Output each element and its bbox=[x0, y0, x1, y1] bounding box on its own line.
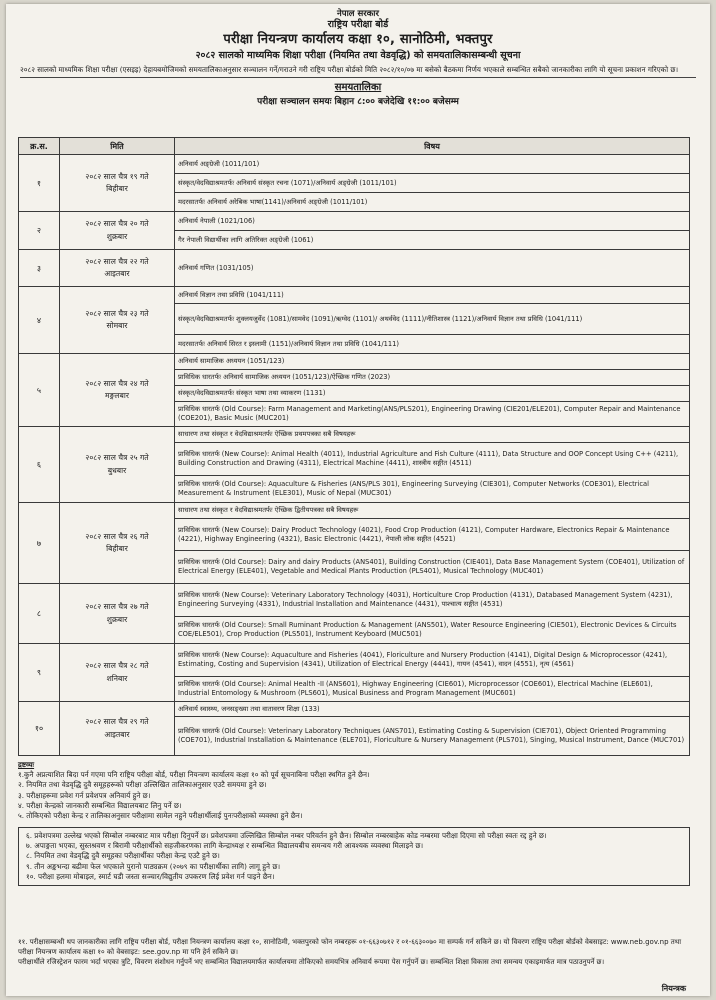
subject-cell: प्राविधिक धारतर्फ (New Course): Dairy Product Technology (4021), Food Crop Production (4121), Computer Hardware, Electronics Repair & Maintenance (4221), Highway Engineering (4321), Basic Electronic (4421), नेपाली लोक सङ्गीत (4521) bbox=[175, 519, 690, 551]
subject-cell: प्राविधिक धारतर्फ (Old Course): Small Ruminant Production & Management (ANS501), Water Resource Engineering (CIE501), Electronic Devices & Circuits COE/ELE501), Crop Production (PLS501), Instrument Keyboard (MUC501) bbox=[175, 617, 690, 644]
box-note-item: ८. नियमित तथा वेडवृद्धि दुवै समूहका परीक्षार्थीका परीक्षा केन्द्र एउटै हुने छ। bbox=[26, 851, 220, 861]
table-row bbox=[19, 287, 690, 304]
serial-number: ५ bbox=[19, 354, 60, 427]
box-note-item: ७. अपाङ्गता भएका, सुस्तश्रवण र बिरामी परीक्षार्थीको सहजीकरणका लागि केन्द्राध्यक्ष र सम्बन्धित विद्यालयबीच समन्वय गरी आवश्यक व्यवस्था मिलाइने छ। bbox=[26, 841, 424, 851]
table-row bbox=[19, 354, 690, 370]
serial-number: ८ bbox=[19, 584, 60, 644]
subject-cell: प्राविधिक धारतर्फ (Old Course): Dairy and dairy Products (ANS401), Building Construction (CIE401), Data Base Management System (COE401), Utilization of Electrical Energy (ELE401), Vegetable and Medical Plants Production (PLS401), Musical Technology (MUC401) bbox=[175, 551, 690, 584]
exam-weekday: सोमबार bbox=[106, 321, 128, 330]
exam-date-cell bbox=[60, 250, 175, 287]
box-note-item: १०. परीक्षा हलमा मोबाइल, स्मार्ट घडी जस्ता सञ्चार/विद्युतीय उपकरण लिई प्रवेश गर्न पाइने छैन। bbox=[26, 871, 275, 881]
note-item: २. नियमित तथा वेडवृद्धि दुवै समूहहरूको परीक्षा उल्लिखित तालिकाअनुसार एउटै समयमा हुने छ। bbox=[18, 780, 267, 790]
note-item: ४. परीक्षा केन्द्रको जानकारी सम्बन्धित विद्यालयबाट लिनु पर्ने छ। bbox=[18, 800, 182, 810]
notice-header bbox=[6, 10, 710, 62]
header-serial: क्र.स. bbox=[19, 138, 60, 155]
exam-weekday: शुक्रबार bbox=[106, 231, 128, 241]
table-row bbox=[19, 212, 690, 231]
table-row bbox=[19, 644, 690, 677]
exam-date-cell bbox=[60, 212, 175, 250]
subject-cell: प्राविधिक धारतर्फः अनिवार्य सामाजिक अध्ययन (1051/123)/ऐच्छिक गणित (2023) bbox=[175, 370, 690, 386]
subject-cell: अनिवार्य स्वास्थ्य, जनसङ्ख्या तथा वातावरण शिक्षा (133) bbox=[175, 702, 690, 717]
serial-number: ९ bbox=[19, 644, 60, 702]
subject-cell: प्राविधिक धारतर्फ (Old Course): Animal Health -II (ANS601), Highway Engineering (CIE601), Microprocessor (COE601), Electrical Machine (ELE601), Industrial Entomology & Mushroom (PLS601), Musical Business and Program Management (MUC601) bbox=[175, 677, 690, 702]
exam-date: २०८२ साल चैत्र २६ गते bbox=[85, 531, 149, 541]
exam-weekday: आइतबार bbox=[104, 729, 130, 739]
exam-date: २०८२ साल चैत्र २४ गते bbox=[85, 378, 149, 388]
schedule-time: परीक्षा सञ्चालन समयः बिहान ८:०० बजेदेखि ११:०० बजेसम्म bbox=[257, 96, 459, 107]
serial-number: ७ bbox=[19, 503, 60, 584]
office-name: परीक्षा नियन्त्रण कार्यालय कक्षा १०, सानोठिमी, भक्तपुर bbox=[223, 31, 493, 47]
subject-cell: साधारण तथा संस्कृत र वेदविद्याश्रमतर्फः ऐच्छिक प्रथमपत्रका सबै विषयहरू bbox=[175, 427, 690, 443]
exam-date-cell bbox=[60, 155, 175, 212]
board-name: राष्ट्रिय परीक्षा बोर्ड bbox=[327, 18, 389, 30]
exam-date-cell bbox=[60, 702, 175, 756]
subject-cell: अनिवार्य सामाजिक अध्ययन (1051/123) bbox=[175, 354, 690, 370]
boxed-notes bbox=[18, 827, 690, 886]
serial-number: ४ bbox=[19, 287, 60, 354]
contact-note: परीक्षार्थीले रजिस्ट्रेशन फारम भर्दा भएका त्रुटि, विवरण संशोधन गर्नुपर्ने भए सम्बन्धित विद्यालयमार्फत कार्यालयमा तोकिएको समयभित्र अनिवार्य रूपमा पेस गर्नुपर्ने छ। सम्बन्धित शिक्षा विकास तथा समन्वय एकाइमार्फत मात्र पठाउनुपर्ने छ। bbox=[18, 957, 605, 966]
serial-number: ६ bbox=[19, 427, 60, 503]
serial-number: १ bbox=[19, 155, 60, 212]
subject-cell: प्राविधिक धारतर्फ (Old Course): Veterinary Laboratory Techniques (ANS701), Estimating Costing & Supervision (CIE701), Object Oriented Programming (COE701), Industrial Installation & Maintenance (ELE701), Floriculture & Nursery Management (PLS701), Singing, Musical Instrument, Dance (MUC701) bbox=[175, 717, 690, 756]
exam-date: २०८२ साल चैत्र २९ गते bbox=[85, 717, 149, 727]
exam-date: २०८२ साल चैत्र २५ गते bbox=[85, 453, 149, 463]
exam-date: २०८२ साल चैत्र २० गते bbox=[85, 219, 149, 229]
subject-cell: मदरसातर्फः अनिवार्य सिरत र इस्लामी (1151)/अनिवार्य विज्ञान तथा प्रविधि (1041/111) bbox=[175, 335, 690, 354]
exam-date-cell bbox=[60, 427, 175, 503]
subject-cell: प्राविधिक धारतर्फ (Old Course): Aquaculture & Fisheries (ANS/PLS 301), Engineering Surveying (CIE301), Computer Networks (COE301), Electrical Measurement & Instrument (ELE301), Music of Nepal (MUC301) bbox=[175, 476, 690, 503]
notes-section bbox=[18, 760, 690, 821]
notice-title: २०८२ सालको माध्यमिक शिक्षा परीक्षा (नियमित तथा वेडवृद्धि) को समयतालिकासम्बन्धी सूचना bbox=[195, 49, 521, 61]
exam-date-cell bbox=[60, 503, 175, 584]
note-item: १.कुनै अप्रत्याशित बिदा पर्न गएमा पनि राष्ट्रिय परीक्षा बोर्ड, परीक्षा नियन्त्रण कार्यालय कक्षा १० को पूर्व सूचनाबिना परीक्षा स्थगित हुने छैन। bbox=[18, 770, 370, 780]
header-subject: विषय bbox=[175, 138, 690, 155]
subject-cell: प्राविधिक धारतर्फ (New Course): Veterinary Laboratory Technology (4031), Horticulture Crop Production (4131), Databased Management System (4231), Engineering Surveying (4331), Industrial Installation and Maintenance (4431), पाश्चात्य सङ्गीत (4531) bbox=[175, 584, 690, 617]
subject-cell: अनिवार्य विज्ञान तथा प्रविधि (1041/111) bbox=[175, 287, 690, 304]
exam-weekday: बुधबार bbox=[107, 465, 127, 475]
exam-weekday: शनिबार bbox=[106, 673, 128, 683]
schedule-title: समयतालिका bbox=[334, 81, 382, 93]
subject-cell: साधारण तथा संस्कृत र वेदविद्याश्रमतर्फः ऐच्छिक द्वितीयपत्रका सबै विषयहरू bbox=[175, 503, 690, 519]
exam-date-cell bbox=[60, 287, 175, 354]
subject-cell: मदरसातर्फः अनिवार्य अरेबिक भाषा(1141)/अनिवार्य अङ्ग्रेजी (1011/101) bbox=[175, 193, 690, 212]
subject-cell: संस्कृत/वेदविद्याश्रमतर्फः संस्कृत भाषा तथा व्याकरण (1131) bbox=[175, 386, 690, 402]
schedule-table bbox=[18, 137, 690, 756]
table-row bbox=[19, 427, 690, 443]
subject-cell: प्राविधिक धारतर्फ (Old Course): Farm Management and Marketing(ANS/PLS201), Engineering Drawing (CIE201/ELE201), Computer Repair and Maintenance (COE201), Basic Music (MUC201) bbox=[175, 402, 690, 427]
serial-number: ३ bbox=[19, 250, 60, 287]
table-row bbox=[19, 503, 690, 519]
table-row bbox=[19, 155, 690, 174]
serial-number: २ bbox=[19, 212, 60, 250]
exam-date-cell bbox=[60, 644, 175, 702]
subject-cell: प्राविधिक धारतर्फ (New Course): Aquaculture and Fisheries (4041), Floriculture and Nursery Production (4141), Digital Design & Microprocessor (4241), Estimating, Costing and Supervision (4341), Utilization of Electrical Energy (4441), गायन (4541), वादन (4551), नृत्य (4561) bbox=[175, 644, 690, 677]
table-row bbox=[19, 702, 690, 717]
serial-number: १० bbox=[19, 702, 60, 756]
subject-cell: अनिवार्य अङ्ग्रेजी (1011/101) bbox=[175, 155, 690, 174]
exam-weekday: बिहीबार bbox=[106, 544, 128, 553]
table-row bbox=[19, 250, 690, 287]
header-date: मिति bbox=[60, 138, 175, 155]
exam-weekday: मङ्गलबार bbox=[105, 391, 129, 400]
notes-title: द्रष्टव्यः bbox=[18, 760, 35, 769]
exam-date: २०८२ साल चैत्र २८ गते bbox=[85, 661, 149, 671]
exam-weekday: बिहीबार bbox=[106, 184, 128, 193]
exam-date-cell bbox=[60, 584, 175, 644]
box-note-item: ९. तीन अङ्कभन्दा बढीमा फेल भएकाले पुरानो पाठ्यक्रम (२०७९ का परीक्षार्थीका लागि) लागू हुने छ। bbox=[26, 861, 281, 871]
exam-date: २०८२ साल चैत्र २७ गते bbox=[85, 602, 149, 612]
exam-weekday: आइतबार bbox=[104, 269, 130, 278]
government-label: नेपाल सरकार bbox=[337, 9, 379, 19]
box-note-item: ६. प्रवेशपत्रमा उल्लेख भएको सिम्बोल नम्बरबाट मात्र परीक्षा दिनुपर्ने छ। प्रवेशपत्रमा उल्लिखित सिम्बोल नम्बर परिवर्तन हुने छैन। सिम्बोल नम्बरबाहेक कोड नम्बरमा परीक्षा दिएमा सो परीक्षा स्वतः रद्द हुने छ। bbox=[26, 831, 547, 840]
subject-cell: गैर नेपाली विद्यार्थीका लागि अतिरिक्त अङ्ग्रेजी (1061) bbox=[175, 231, 690, 250]
exam-date: २०८२ साल चैत्र २३ गते bbox=[85, 308, 149, 318]
subject-cell: संस्कृत/वेदविद्याश्रमतर्फः अनिवार्य संस्कृत रचना (1071)/अनिवार्य अङ्ग्रेजी (1011/101) bbox=[175, 174, 690, 193]
subject-cell: प्राविधिक धारतर्फ (New Course): Animal Health (4011), Industrial Agriculture and Fish Culture (4111), Data Structure and OOP Concept Using C++ (4211), Building Construction and Drawing (4311), Electrical Machine (4411), शास्त्रीय सङ्गीत (4511) bbox=[175, 443, 690, 476]
subject-cell: संस्कृत/वेदविद्याश्रमतर्फः शुक्लयजुर्वेद (1081)/सामवेद (1091)/ऋग्वेद (1101)/ अथर्ववेद (1111)/नीतिशास्त्र (1121)/अनिवार्य विज्ञान तथा प्रविधि (1041/111) bbox=[175, 304, 690, 335]
contact-note: ११. परीक्षासम्बन्धी थप जानकारीका लागि राष्ट्रिय परीक्षा बोर्ड, परीक्षा नियन्त्रण कार्यालय कक्षा १०, सानोठिमी, भक्तपुरको फोन नम्बरहरू ०१-६६३०७१२ र ०१-६६३००७० मा सम्पर्क गर्न सकिने छ। यो विवरण राष्ट्रिय परीक्षा बोर्डको वेबसाइट: www.neb.gov.np तथा परीक्षा नियन्त्रण कार्यालय कक्षा १० को वेबसाइट: see.gov.np मा पनि हेर्न सकिने छ। bbox=[18, 938, 682, 956]
exam-date-cell bbox=[60, 354, 175, 427]
subject-cell: अनिवार्य गणित (1031/105) bbox=[175, 250, 690, 287]
note-item: ३. परीक्षाहरूमा प्रवेश गर्न प्रवेशपत्र अनिवार्य हुने छ। bbox=[18, 790, 151, 800]
note-item: ५. तोकिएको परीक्षा केन्द्र र तालिकाअनुसार परीक्षामा सामेल नहुने परीक्षार्थीलाई पुनःपरीक्षाको व्यवस्था हुने छैन। bbox=[18, 811, 303, 821]
signature-label: नियन्त्रक bbox=[661, 984, 686, 993]
exam-date: २०८२ साल चैत्र १९ गते bbox=[85, 171, 149, 181]
subject-cell: अनिवार्य नेपाली (1021/106) bbox=[175, 212, 690, 231]
intro-paragraph: २०८२ सालको माध्यमिक शिक्षा परीक्षा (एसइइ) देहायबमोजिमको समयतालिकाअनुसार सञ्चालन गर्ने/गराउने गरी राष्ट्रिय परीक्षा बोर्डको मिति २०८२/१०/०७ मा बसेको बैठकमा निर्णय भएकाले सम्बन्धित सबैको जानकारीका लागि यो सूचना प्रकाशन गरिएको छ। bbox=[20, 65, 696, 78]
contact-section bbox=[18, 938, 690, 968]
table-header-row bbox=[19, 138, 690, 155]
exam-weekday: शुक्रबार bbox=[106, 614, 128, 624]
exam-date: २०८२ साल चैत्र २२ गते bbox=[85, 256, 149, 266]
schedule-body bbox=[19, 155, 690, 756]
table-row bbox=[19, 584, 690, 617]
